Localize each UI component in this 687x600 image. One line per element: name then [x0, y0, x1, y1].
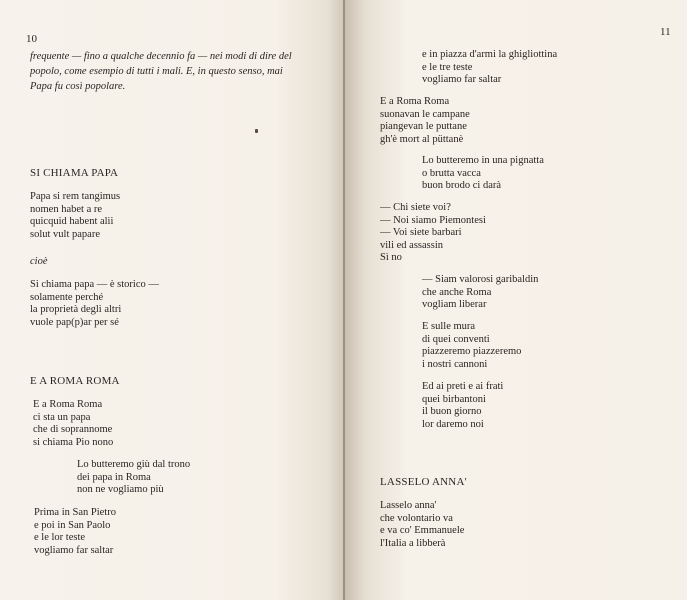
verse-line: Lo butteremo giù dal trono: [77, 459, 191, 470]
verse-line: si chiama Pio nono: [33, 436, 114, 448]
verse-line: — Chi siete voi?: [380, 202, 451, 213]
verse-line: nomen habet a re: [30, 203, 103, 215]
verse-line: solamente perché: [30, 291, 104, 303]
verse-line: e le tre teste: [422, 61, 473, 73]
stanza-dialogue: [380, 202, 486, 265]
verse-line: i nostri cannoni: [422, 358, 488, 370]
verse-line: che volontario va: [380, 512, 453, 524]
verse-line: Lo butteremo in una pignatta: [422, 155, 544, 166]
verse-line: vuole pap(p)ar per sé: [30, 316, 119, 328]
stanza-papa-italian: [30, 279, 159, 329]
stanza-papa-latin: [30, 191, 120, 241]
verse-line: Lasselo anna': [380, 500, 437, 511]
verse-line: e va co' Emmanuele: [380, 525, 465, 537]
verse-line: dei papa in Roma: [77, 471, 151, 483]
stanza-pignatta: [422, 155, 544, 193]
verse-line: — Siam valorosi garibaldin: [422, 274, 539, 285]
verse-line: E a Roma Roma: [380, 96, 450, 107]
verse-line: vogliam liberar: [422, 299, 487, 311]
stanza-ghigliottina: [422, 49, 557, 87]
verse-line: E sulle mura: [422, 321, 476, 332]
stanza-garibaldin: [422, 274, 538, 312]
verse-line: o brutta vacca: [422, 167, 481, 179]
verse-line: Sì no: [380, 252, 402, 264]
verse-line: di quei conventi: [422, 333, 490, 345]
stanza-mura: [422, 321, 521, 371]
stanza-campane: [380, 96, 470, 146]
verse-line: — Voi siete barbari: [380, 227, 462, 239]
verse-line: — Noi siamo Piemontesi: [380, 214, 486, 226]
page-number-left: 10: [26, 33, 37, 45]
stanza-roma-2: [77, 459, 190, 497]
section-title-e-a-roma-roma: E A ROMA ROMA: [30, 375, 120, 387]
verse-line: Prima in San Pietro: [34, 507, 116, 518]
section-title-lasselo-anna: LASSELO ANNA': [380, 476, 467, 488]
verse-line: suonavan le campane: [380, 108, 470, 120]
verse-line: vili ed assassin: [380, 239, 443, 251]
verse-line: e le lor teste: [34, 532, 86, 544]
page-number-right: 11: [660, 26, 671, 38]
verse-line: vogliamo far saltar: [34, 544, 114, 556]
verse-line: solut vult papare: [30, 228, 100, 240]
verse-line: la proprietà degli altri: [30, 304, 122, 316]
verse-line: piangevan le puttane: [380, 121, 467, 133]
verse-line: buon brodo ci darà: [422, 180, 502, 192]
verse-line: ci sta un papa: [33, 411, 91, 423]
verse-line: vogliamo far saltar: [422, 74, 502, 86]
verse-line: e in piazza d'armi la ghigliottina: [422, 49, 558, 60]
section-title-si-chiama-papa: SI CHIAMA PAPA: [30, 167, 119, 179]
verse-line: che anche Roma: [422, 286, 492, 298]
verse-line: non ne vogliamo più: [77, 484, 164, 496]
verse-line: Ed ai preti e ai frati: [422, 381, 504, 392]
ink-spot: [255, 129, 258, 133]
verse-line: il buon giorno: [422, 406, 482, 418]
verse-line: lor daremo noi: [422, 418, 484, 430]
verse-line: piazzeremo piazzeremo: [422, 346, 522, 358]
verse-line: Si chiama papa — è storico —: [30, 279, 159, 290]
verse-line: quicquid habent alii: [30, 216, 114, 228]
verse-line: gh'è mort al püttanè: [380, 133, 464, 145]
verse-line: l'Italia a libberà: [380, 537, 446, 549]
stanza-roma-1: [33, 399, 113, 449]
verse-line: Papa si rem tangimus: [30, 191, 121, 202]
verse-line: che di soprannome: [33, 424, 113, 436]
intro-line-3: Papa fu così popolare.: [30, 81, 126, 92]
stanza-preti: [422, 381, 503, 431]
intro-line-2: popolo, come esempio di tutti i mali. E, in questo senso, mai: [30, 66, 283, 77]
intro-line-1: frequente — fino a qualche decennio fa — nei modi di dire del: [30, 51, 292, 62]
verse-line: e poi in San Paolo: [34, 519, 111, 531]
cioe-label: cioè: [30, 256, 48, 267]
stanza-lasselo: [380, 500, 464, 550]
stanza-roma-3: [34, 507, 116, 557]
verse-line: quei birbantoni: [422, 393, 486, 405]
right-page: [345, 0, 687, 600]
verse-line: E a Roma Roma: [33, 399, 103, 410]
